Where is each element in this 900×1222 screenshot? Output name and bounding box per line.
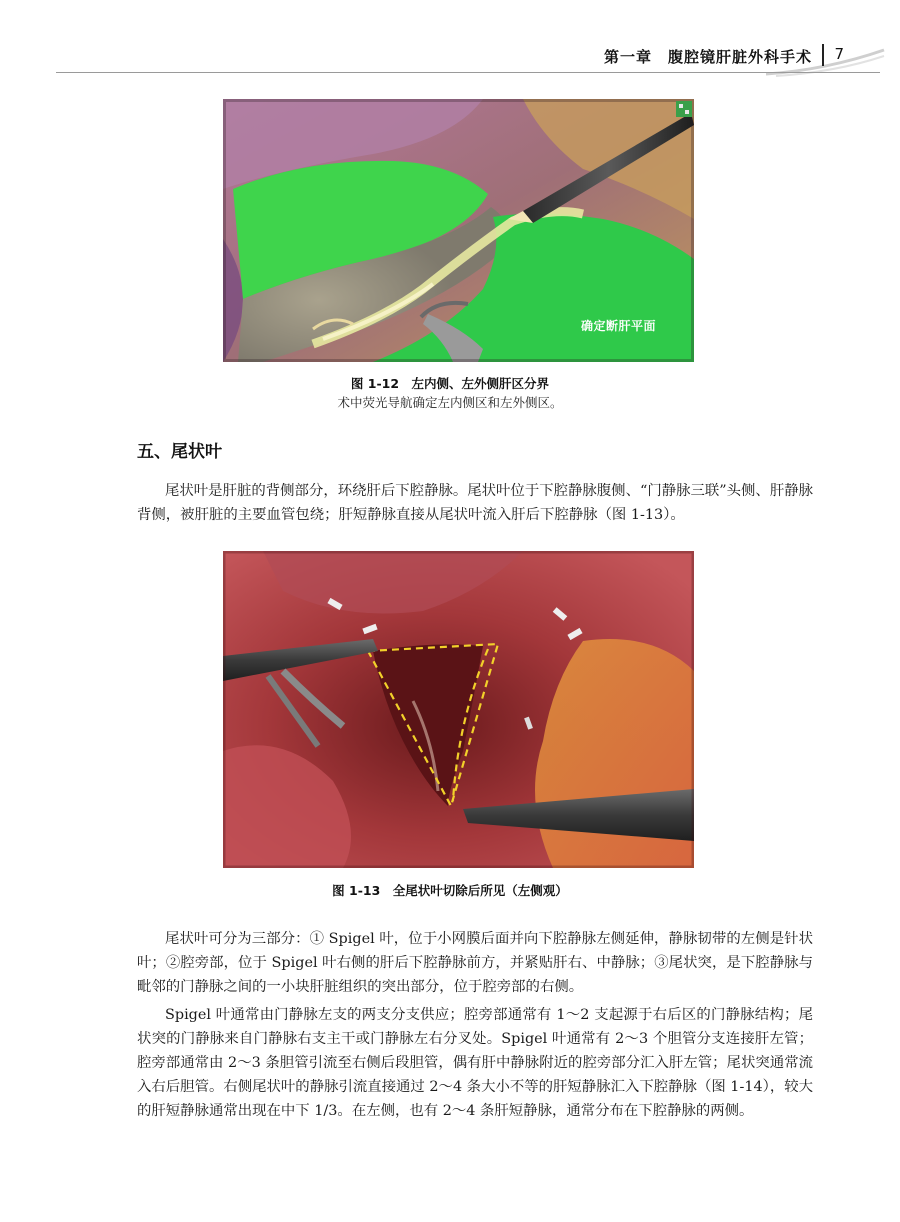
header-separator	[822, 44, 824, 66]
figure-1-13-image	[223, 551, 694, 868]
header-rule	[56, 72, 880, 73]
chapter-title: 第一章 腹腔镜肝脏外科手术	[603, 48, 812, 66]
figure-overlay-label: 确定断肝平面	[580, 319, 656, 333]
page-number: 7	[834, 45, 844, 63]
paragraph-3: Spigel 叶通常由门静脉左支的两支分支供应；腔旁部通常有 1～2 支起源于右后区的门静脉结构；尾状突的门静脉来自门静脉右支主干或门静脉左右分叉处。Spigel 叶通常有 2～3 个胆管分支连接肝左管；腔旁部通常由 2～3 条胆管引流至右侧后段胆管，偶有肝中静脉附近的腔旁部分汇入肝左管；尾状突通常流入右后胆管。右侧尾状叶的静脉引流直接通过 2～4 条大小不等的肝短静脉汇入下腔静脉（图 1-14），较大的肝短静脉通常出现在中下 1/3。在左侧，也有 2～4 条肝短静脉，通常分布在下腔静脉的两侧。	[137, 1007, 813, 1119]
figure-1-12-caption-title: 图 1-12 左内侧、左外侧肝区分界	[350, 376, 550, 391]
figure-1-13-caption-title: 图 1-13 全尾状叶切除后所见（左侧观）	[332, 883, 568, 898]
figure-1-12-caption-description: 术中荧光导航确定左内侧区和左外侧区。	[337, 395, 563, 410]
corner-marker-icon	[676, 101, 692, 117]
figure-1-12-image	[223, 99, 694, 362]
caudate-resection-photo	[223, 551, 694, 868]
paragraph-2: 尾状叶可分为三部分：① Spigel 叶，位于小网膜后面并向下腔静脉左侧延伸，静脉韧带的左侧是针状叶；②腔旁部，位于 Spigel 叶右侧的肝后下腔静脉前方，并紧贴肝右、中静脉；③尾状突，是下腔静脉与毗邻的门静脉之间的一小块肝脏组织的突出部分，位于腔旁部的右侧。	[137, 931, 813, 995]
section-heading: 五、尾状叶	[137, 442, 222, 462]
paragraph-1: 尾状叶是肝脏的背侧部分，环绕肝后下腔静脉。尾状叶位于下腔静脉腹侧、“门静脉三联”头侧、肝静脉背侧，被肝脏的主要血管包绕；肝短静脉直接从尾状叶流入肝后下腔静脉（图 1-13）。	[137, 483, 813, 523]
running-header	[0, 36, 900, 82]
